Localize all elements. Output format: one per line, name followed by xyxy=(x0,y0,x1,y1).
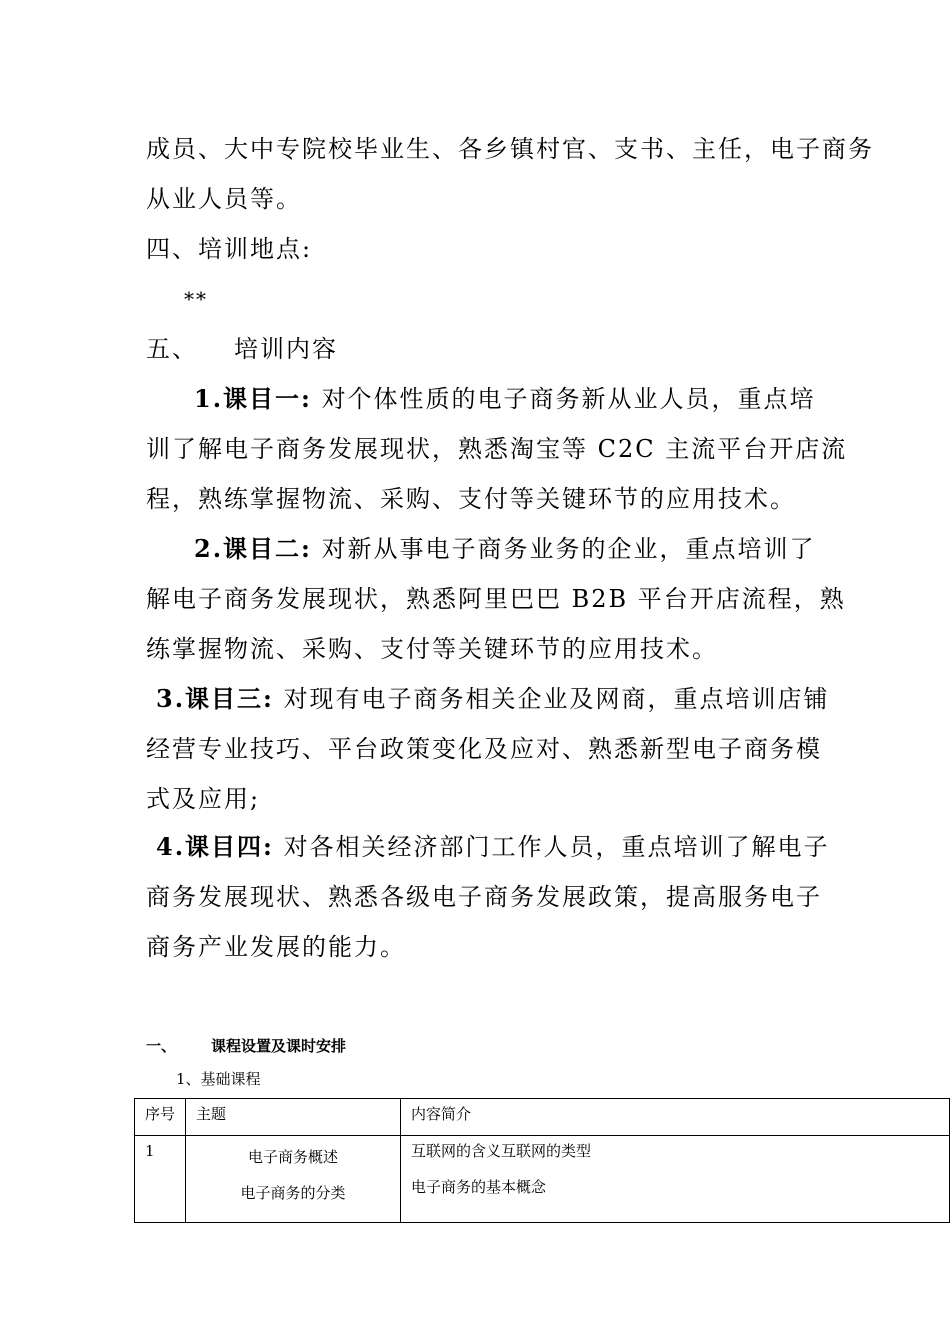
course-text: 练掌握物流、采购、支付等关键环节的应用技术。 xyxy=(146,635,718,663)
course-text: 对新从事电子商务业务的企业，重点培训了 xyxy=(321,535,816,563)
section-heading: 四、培训地点: xyxy=(146,235,313,263)
course-label: 4.课目四: xyxy=(156,832,274,861)
cell-intro xyxy=(401,1136,950,1223)
course-text: 对各相关经济部门工作人员，重点培训了解电子 xyxy=(283,833,830,861)
table-row xyxy=(135,1136,950,1223)
course-text: 解电子商务发展现状，熟悉阿里巴巴 B2B 平台开店流程，熟 xyxy=(146,585,846,613)
topic-line: 电子商务的分类 xyxy=(240,1184,346,1202)
course-text: 训了解电子商务发展现状，熟悉淘宝等 C2C 主流平台开店流 xyxy=(146,435,848,463)
cell-number: 1 xyxy=(135,1136,186,1223)
intro-line: 互联网的含义互联网的类型 xyxy=(411,1142,592,1160)
course-label: 1.课目一: xyxy=(194,384,312,413)
cell-topic xyxy=(186,1136,401,1223)
course-text: 商务发展现状、熟悉各级电子商务发展政策，提高服务电子 xyxy=(146,883,822,911)
schedule-number: 一、 xyxy=(146,1037,177,1055)
table-header-row xyxy=(135,1099,950,1136)
header-number: 序号 xyxy=(135,1099,186,1136)
course-text: 经营专业技巧、平台政策变化及应对、熟悉新型电子商务模 xyxy=(146,735,822,763)
course-text: 商务产业发展的能力。 xyxy=(146,933,406,961)
course-item xyxy=(194,384,816,414)
course-text: 对个体性质的电子商务新从业人员，重点培 xyxy=(321,385,816,413)
paragraph-line: 成员、大中专院校毕业生、各乡镇村官、支书、主任，电子商务 xyxy=(146,135,874,163)
location-value: ** xyxy=(184,287,208,311)
schedule-subtitle: 1、基础课程 xyxy=(176,1070,261,1088)
topic-line: 电子商务概述 xyxy=(247,1148,338,1166)
section-number: 五、 xyxy=(146,335,198,363)
course-table xyxy=(134,1098,950,1223)
header-intro: 内容简介 xyxy=(401,1099,950,1136)
paragraph-line: 从业人员等。 xyxy=(146,185,302,213)
course-item xyxy=(194,534,816,564)
course-label: 2.课目二: xyxy=(194,534,312,563)
header-topic: 主题 xyxy=(186,1099,401,1136)
schedule-title: 课程设置及课时安排 xyxy=(211,1037,347,1055)
course-text: 程，熟练掌握物流、采购、支付等关键环节的应用技术。 xyxy=(146,485,796,513)
course-item xyxy=(156,684,830,714)
section-heading: 培训内容 xyxy=(234,335,338,363)
course-item xyxy=(156,832,830,862)
course-text: 对现有电子商务相关企业及网商，重点培训店铺 xyxy=(283,685,830,713)
course-text: 式及应用; xyxy=(146,785,261,813)
course-label: 3.课目三: xyxy=(156,684,274,713)
intro-line: 电子商务的基本概念 xyxy=(411,1178,547,1196)
